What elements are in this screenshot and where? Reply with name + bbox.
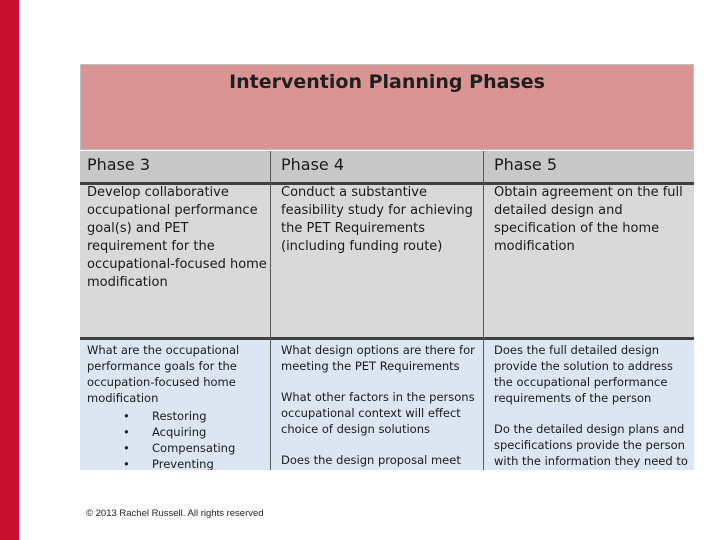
phase-4-header: Phase 4 (281, 155, 345, 174)
divider (80, 337, 694, 340)
phase-4-description: Conduct a substantive feasibility study for achieving the PET Requirements (including funding route) (281, 185, 473, 254)
phase-5-questions (494, 342, 690, 470)
phase-5-header: Phase 5 (494, 155, 558, 174)
list-item-label: Compensating (152, 441, 236, 455)
list-item-label: Acquiring (152, 425, 207, 439)
column-divider (270, 151, 271, 470)
bullet-icon: • (123, 425, 130, 439)
list-item-label: Preventing (152, 457, 214, 470)
phase-3-questions (87, 342, 265, 470)
list-item (87, 424, 265, 440)
list-item (87, 440, 265, 456)
column-divider (483, 151, 484, 470)
phase-4-question: Does the design proposal meet (281, 453, 461, 467)
phase-5-question: Do the detailed design plans and specifications provide the person with the information they need to (494, 422, 688, 468)
bullet-icon: • (123, 409, 130, 423)
phase-3-description: Develop collaborative occupational performance goal(s) and PET requirement for the occupational-focused home modification (87, 185, 267, 290)
goal-type-list (87, 408, 265, 470)
table-title-row (80, 64, 694, 150)
phase-5-question: Does the full detailed design provide the solution to address the occupational performance requirements of the person (494, 343, 673, 405)
bullet-icon: • (123, 457, 130, 470)
phases-table (80, 64, 694, 470)
copyright-footer: © 2013 Rachel Russell. All rights reserved (86, 508, 264, 519)
list-item-label: Restoring (152, 409, 207, 423)
phase-4-question: What design options are there for meeting the PET Requirements (281, 343, 475, 373)
list-item (87, 456, 265, 470)
phase-3-header: Phase 3 (87, 155, 151, 174)
accent-bar (0, 0, 19, 540)
phase-4-question: What other factors in the persons occupational context will effect choice of design solutions (281, 390, 475, 436)
table-title: Intervention Planning Phases (229, 71, 545, 93)
phase-4-questions (281, 342, 477, 470)
phase-3-question: What are the occupational performance goals for the occupation-focused home modification (87, 343, 240, 405)
list-item (87, 408, 265, 424)
phase-5-description: Obtain agreement on the full detailed design and specification of the home modification (494, 185, 683, 254)
bullet-icon: • (123, 441, 130, 455)
